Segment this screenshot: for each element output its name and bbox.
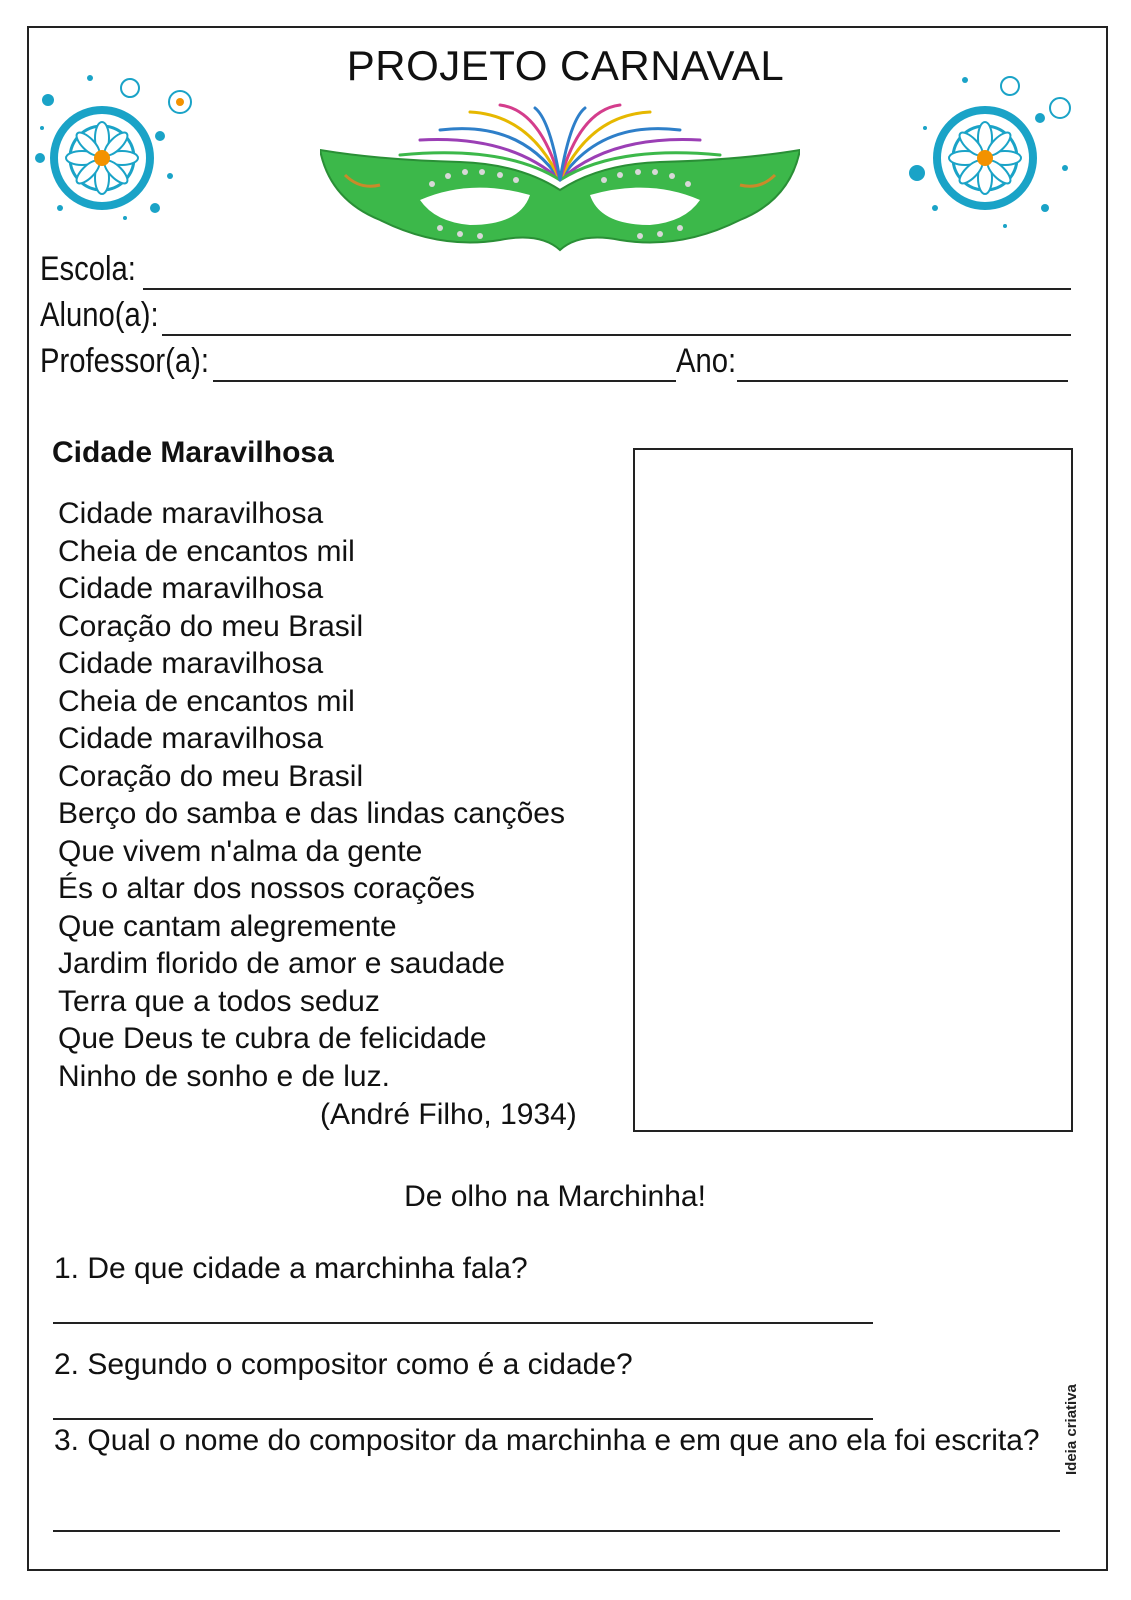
school-label: Escola: xyxy=(40,250,136,288)
teacher-line[interactable] xyxy=(213,380,676,382)
poem-line: Que Deus te cubra de felicidade xyxy=(58,1022,487,1055)
poem-line: Cheia de encantos mil xyxy=(58,534,355,568)
poem-line: Coração do meu Brasil xyxy=(58,609,364,643)
watermark: Ideia criativa xyxy=(1063,1384,1080,1475)
answer-line-1[interactable] xyxy=(53,1322,873,1324)
activity-subtitle: De olho na Marchinha! xyxy=(404,1180,706,1213)
poem-title: Cidade Maravilhosa xyxy=(52,436,334,469)
year-label: Ano: xyxy=(676,342,737,380)
poem-line: Ninho de sonho e de luz. xyxy=(58,1059,390,1093)
poem-line: Que cantam alegremente xyxy=(58,909,397,943)
question-2: 2. Segundo o compositor como é a cidade? xyxy=(54,1348,633,1381)
question-3: 3. Qual o nome do compositor da marchinha e em que ano ela foi escrita? xyxy=(54,1424,1040,1457)
student-line[interactable] xyxy=(162,334,1071,336)
poem-line: Coração do meu Brasil xyxy=(58,759,364,793)
carnival-mask-icon xyxy=(320,100,800,265)
poem-line: Cidade maravilhosa xyxy=(58,572,324,605)
teacher-label: Professor(a): xyxy=(40,342,209,380)
student-label: Aluno(a): xyxy=(40,296,159,334)
poem-lines xyxy=(58,495,565,1095)
flower-swirl-icon xyxy=(905,58,1080,233)
poem-line: És o altar dos nossos corações xyxy=(58,872,475,905)
poem-line: Que vivem n'alma da gente xyxy=(58,834,423,868)
poem-line: Terra que a todos seduz xyxy=(58,984,380,1018)
answer-line-2[interactable] xyxy=(53,1418,873,1420)
drawing-box[interactable] xyxy=(633,448,1073,1132)
poem-author: (André Filho, 1934) xyxy=(320,1098,577,1131)
poem-line: Cidade maravilhosa xyxy=(58,722,324,755)
poem-line: Cidade maravilhosa xyxy=(58,647,324,680)
flower-swirl-icon xyxy=(30,58,200,228)
question-1: 1. De que cidade a marchinha fala? xyxy=(54,1252,528,1285)
answer-line-3[interactable] xyxy=(53,1530,1060,1532)
poem-line: Cheia de encantos mil xyxy=(58,684,355,718)
school-line[interactable] xyxy=(143,288,1071,290)
poem-line: Berço do samba e das lindas canções xyxy=(58,797,565,830)
page-title: PROJETO CARNAVAL xyxy=(346,42,785,89)
year-line[interactable] xyxy=(737,380,1068,382)
poem-line: Jardim florido de amor e saudade xyxy=(58,947,505,980)
poem-line: Cidade maravilhosa xyxy=(58,497,324,530)
